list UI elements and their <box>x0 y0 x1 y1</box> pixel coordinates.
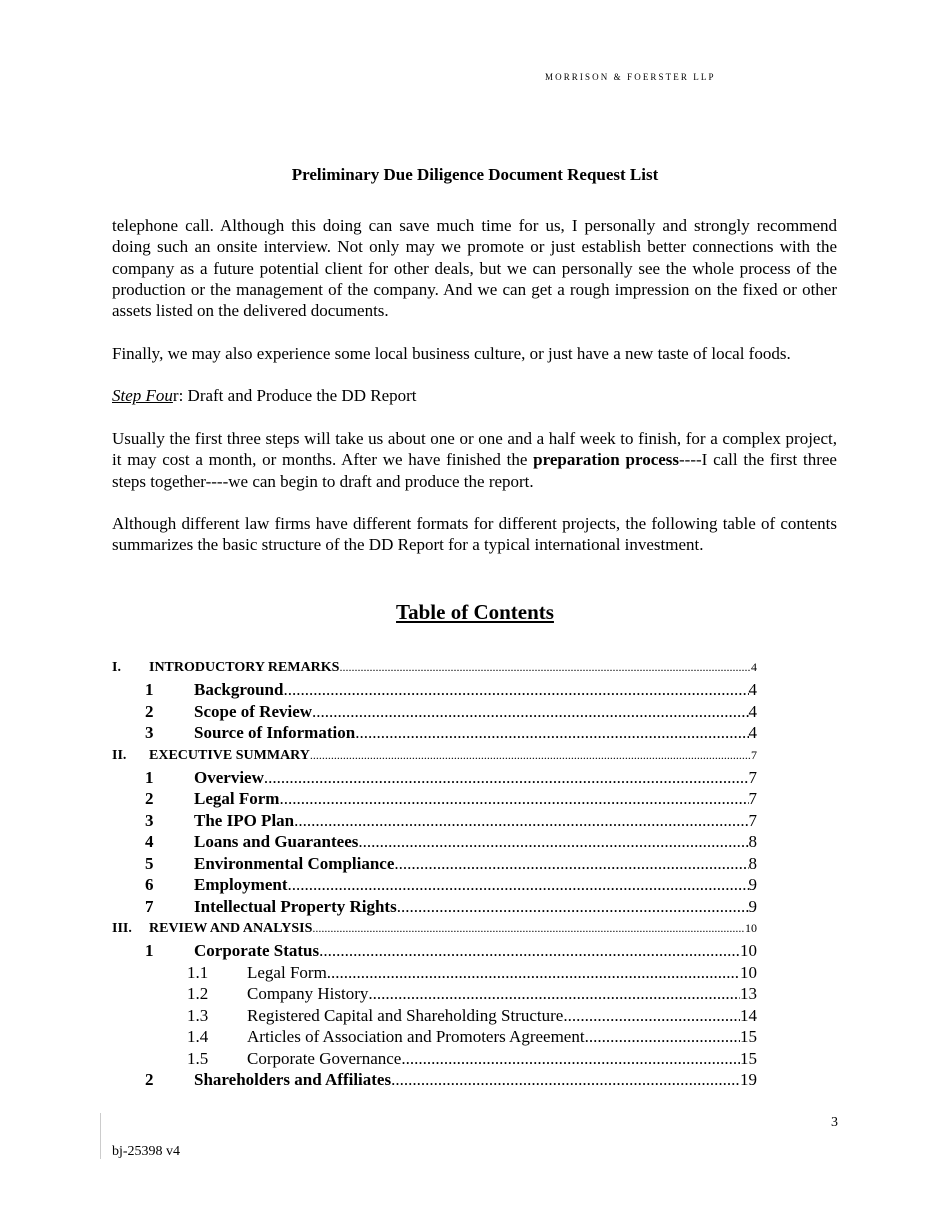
toc-entry-number: 6 <box>145 875 154 894</box>
toc-entry-number: 2 <box>145 1070 154 1089</box>
step-four-heading <box>112 385 837 406</box>
toc-entry[interactable] <box>112 917 757 940</box>
toc-entry-number: 1 <box>145 767 154 787</box>
toc-entry-page: 15 <box>740 1048 757 1068</box>
toc-entry[interactable] <box>112 767 757 789</box>
toc-entry-leader <box>339 656 751 679</box>
toc-entry[interactable] <box>112 744 757 767</box>
toc-entry-number: 7 <box>145 896 154 916</box>
toc-entry-leader <box>401 1048 740 1070</box>
document-title: Preliminary Due Diligence Document Request List <box>291 165 659 184</box>
toc-entry-page: 4 <box>751 660 757 674</box>
toc-entry-label: The IPO Plan <box>194 810 295 830</box>
toc-entry-label: Corporate Status <box>194 941 320 960</box>
page-number: 3 <box>831 1115 838 1130</box>
toc-entry-leader <box>264 767 749 789</box>
toc-entry-leader <box>397 896 749 918</box>
toc-entry-label: INTRODUCTORY REMARKS <box>149 660 340 675</box>
toc-entry-page: 7 <box>748 767 757 787</box>
toc-entry-label: Source of Information <box>194 723 356 742</box>
toc-entry-leader <box>312 701 748 723</box>
toc-entry-leader <box>279 788 748 810</box>
toc-entry-label: Scope of Review <box>194 701 313 721</box>
toc-entry[interactable] <box>112 656 757 679</box>
toc-entry-label: EXECUTIVE SUMMARY <box>149 747 310 763</box>
document-id: bj-25398 v4 <box>112 1144 181 1159</box>
toc-entry-number: 5 <box>145 853 154 873</box>
toc-entry-page: 4 <box>748 680 757 699</box>
toc-title: Table of Contents <box>396 600 554 624</box>
toc-entry-page: 4 <box>748 701 757 721</box>
toc-entry-number: 1.4 <box>187 1027 209 1046</box>
toc-entry-label: Articles of Association and Promoters Agreement <box>247 1027 585 1046</box>
toc-entry-label: Environmental Compliance <box>194 853 395 873</box>
toc-entry-leader <box>283 679 748 701</box>
toc-entry-label: Shareholders and Affiliates <box>194 1070 392 1089</box>
toc-entry-label: Legal Form <box>247 962 327 982</box>
toc-entry-leader <box>327 962 740 984</box>
toc-entry-number: 1.1 <box>187 962 209 982</box>
footer-margin-rule <box>100 1113 101 1159</box>
toc-entry-number: 2 <box>145 701 154 721</box>
toc-entry-page: 4 <box>748 723 757 742</box>
toc-entry-label: REVIEW AND ANALYSIS <box>149 921 313 936</box>
toc-entry-label: Intellectual Property Rights <box>194 896 397 916</box>
toc-entry-number: 1.2 <box>187 984 209 1003</box>
toc-entry-label: Loans and Guarantees <box>194 832 359 851</box>
toc-entry[interactable] <box>112 1069 757 1091</box>
toc-entry[interactable] <box>112 983 757 1005</box>
toc-entry-leader <box>585 1026 740 1048</box>
paragraph-timeline <box>112 428 837 492</box>
toc-entry-page: 10 <box>740 941 757 960</box>
toc-entry-label: Employment <box>194 875 288 894</box>
toc-entry-leader <box>310 744 751 767</box>
paragraph-onsite-interview: telephone call. Although this doing can save much time for us, I personally and strongly recommend doing such an onsite interview. Not only may we promote or just establish better connections with the company as a future potential client for other deals, but we can personally see the whole process of the production or the management of the company. And we can get a rough impression on the fixed or other assets listed on the delivered documents. <box>112 216 837 321</box>
toc-entry-page: 15 <box>740 1027 757 1046</box>
table-of-contents <box>112 656 757 1091</box>
toc-entry-page: 9 <box>748 896 757 916</box>
toc-entry[interactable] <box>112 853 757 875</box>
toc-entry-label: Legal Form <box>194 789 280 808</box>
preparation-process-term: preparation process <box>533 450 680 470</box>
toc-entry[interactable] <box>112 788 757 810</box>
toc-entry-number: III. <box>112 921 132 936</box>
toc-entry-page: 10 <box>740 962 757 982</box>
toc-entry-number: 2 <box>145 789 154 808</box>
toc-entry-leader <box>319 940 740 962</box>
toc-entry-number: 1.5 <box>187 1048 209 1068</box>
toc-entry-number: 1 <box>145 680 154 699</box>
toc-entry-number: 3 <box>145 810 154 830</box>
toc-entry-label: Registered Capital and Shareholding Structure <box>247 1005 564 1025</box>
toc-entry[interactable] <box>112 679 757 701</box>
toc-entry-leader <box>312 917 745 940</box>
toc-entry[interactable] <box>112 1026 757 1048</box>
step-four-label: Step Fou <box>112 386 173 406</box>
toc-entry-number: II. <box>112 747 127 763</box>
toc-entry[interactable] <box>112 874 757 896</box>
toc-entry-label: Corporate Governance <box>247 1048 402 1068</box>
toc-entry[interactable] <box>112 722 757 744</box>
toc-entry-page: 9 <box>748 875 757 894</box>
paragraph-timeline-start: Usually the first three steps will take us about one or one and a half week to finish, for a complex project, it may cost a month, or months. After we have finished the <box>112 428 837 470</box>
toc-entry[interactable] <box>112 1048 757 1070</box>
toc-entry-page: 7 <box>748 810 757 830</box>
toc-entry-leader <box>563 1005 740 1027</box>
toc-entry-leader <box>391 1069 740 1091</box>
paragraph-local-culture: Finally, we may also experience some local business culture, or just have a new taste of local foods. <box>112 343 791 363</box>
toc-entry-number: 1.3 <box>187 1005 209 1025</box>
paragraph-toc-intro: Although different law firms have different formats for different projects, the following table of contents summarizes the basic structure of the DD Report for a typical international investment. <box>112 514 837 555</box>
toc-entry-number: 3 <box>145 723 154 742</box>
body-text <box>112 215 837 556</box>
toc-entry-label: Overview <box>194 767 264 787</box>
toc-entry-leader <box>288 874 749 896</box>
toc-entry-leader <box>294 810 748 832</box>
toc-entry-leader <box>394 853 748 875</box>
toc-entry[interactable] <box>112 1005 757 1027</box>
toc-entry-page: 19 <box>740 1070 757 1089</box>
toc-entry-leader <box>355 722 748 744</box>
toc-entry-leader <box>358 831 748 853</box>
toc-entry[interactable] <box>112 940 757 962</box>
toc-entry-number: 1 <box>145 941 154 960</box>
toc-entry[interactable] <box>112 962 757 984</box>
toc-entry-number: 4 <box>145 832 154 851</box>
step-four-title: r: Draft and Produce the DD Report <box>172 386 417 406</box>
toc-entry-label: Background <box>194 680 284 699</box>
toc-entry-page: 14 <box>740 1005 757 1025</box>
header-firm-name: MORRISON & FOERSTER LLP <box>545 72 716 82</box>
toc-entry-page: 8 <box>748 832 757 851</box>
toc-entry-label: Company History <box>247 984 369 1003</box>
toc-entry[interactable] <box>112 810 757 832</box>
toc-entry[interactable] <box>112 831 757 853</box>
toc-entry[interactable] <box>112 896 757 918</box>
toc-entry-page: 10 <box>745 921 757 935</box>
paragraph-timeline-end: ----I call the first three steps together----we can begin to draft and produce the report. <box>112 450 837 491</box>
toc-entry-page: 7 <box>751 747 757 762</box>
toc-entry-page: 8 <box>748 853 757 873</box>
toc-entry-leader <box>368 983 740 1005</box>
toc-entry[interactable] <box>112 701 757 723</box>
toc-entry-page: 7 <box>748 789 757 808</box>
toc-entry-page: 13 <box>740 984 757 1003</box>
toc-entry-number: I. <box>112 660 121 675</box>
